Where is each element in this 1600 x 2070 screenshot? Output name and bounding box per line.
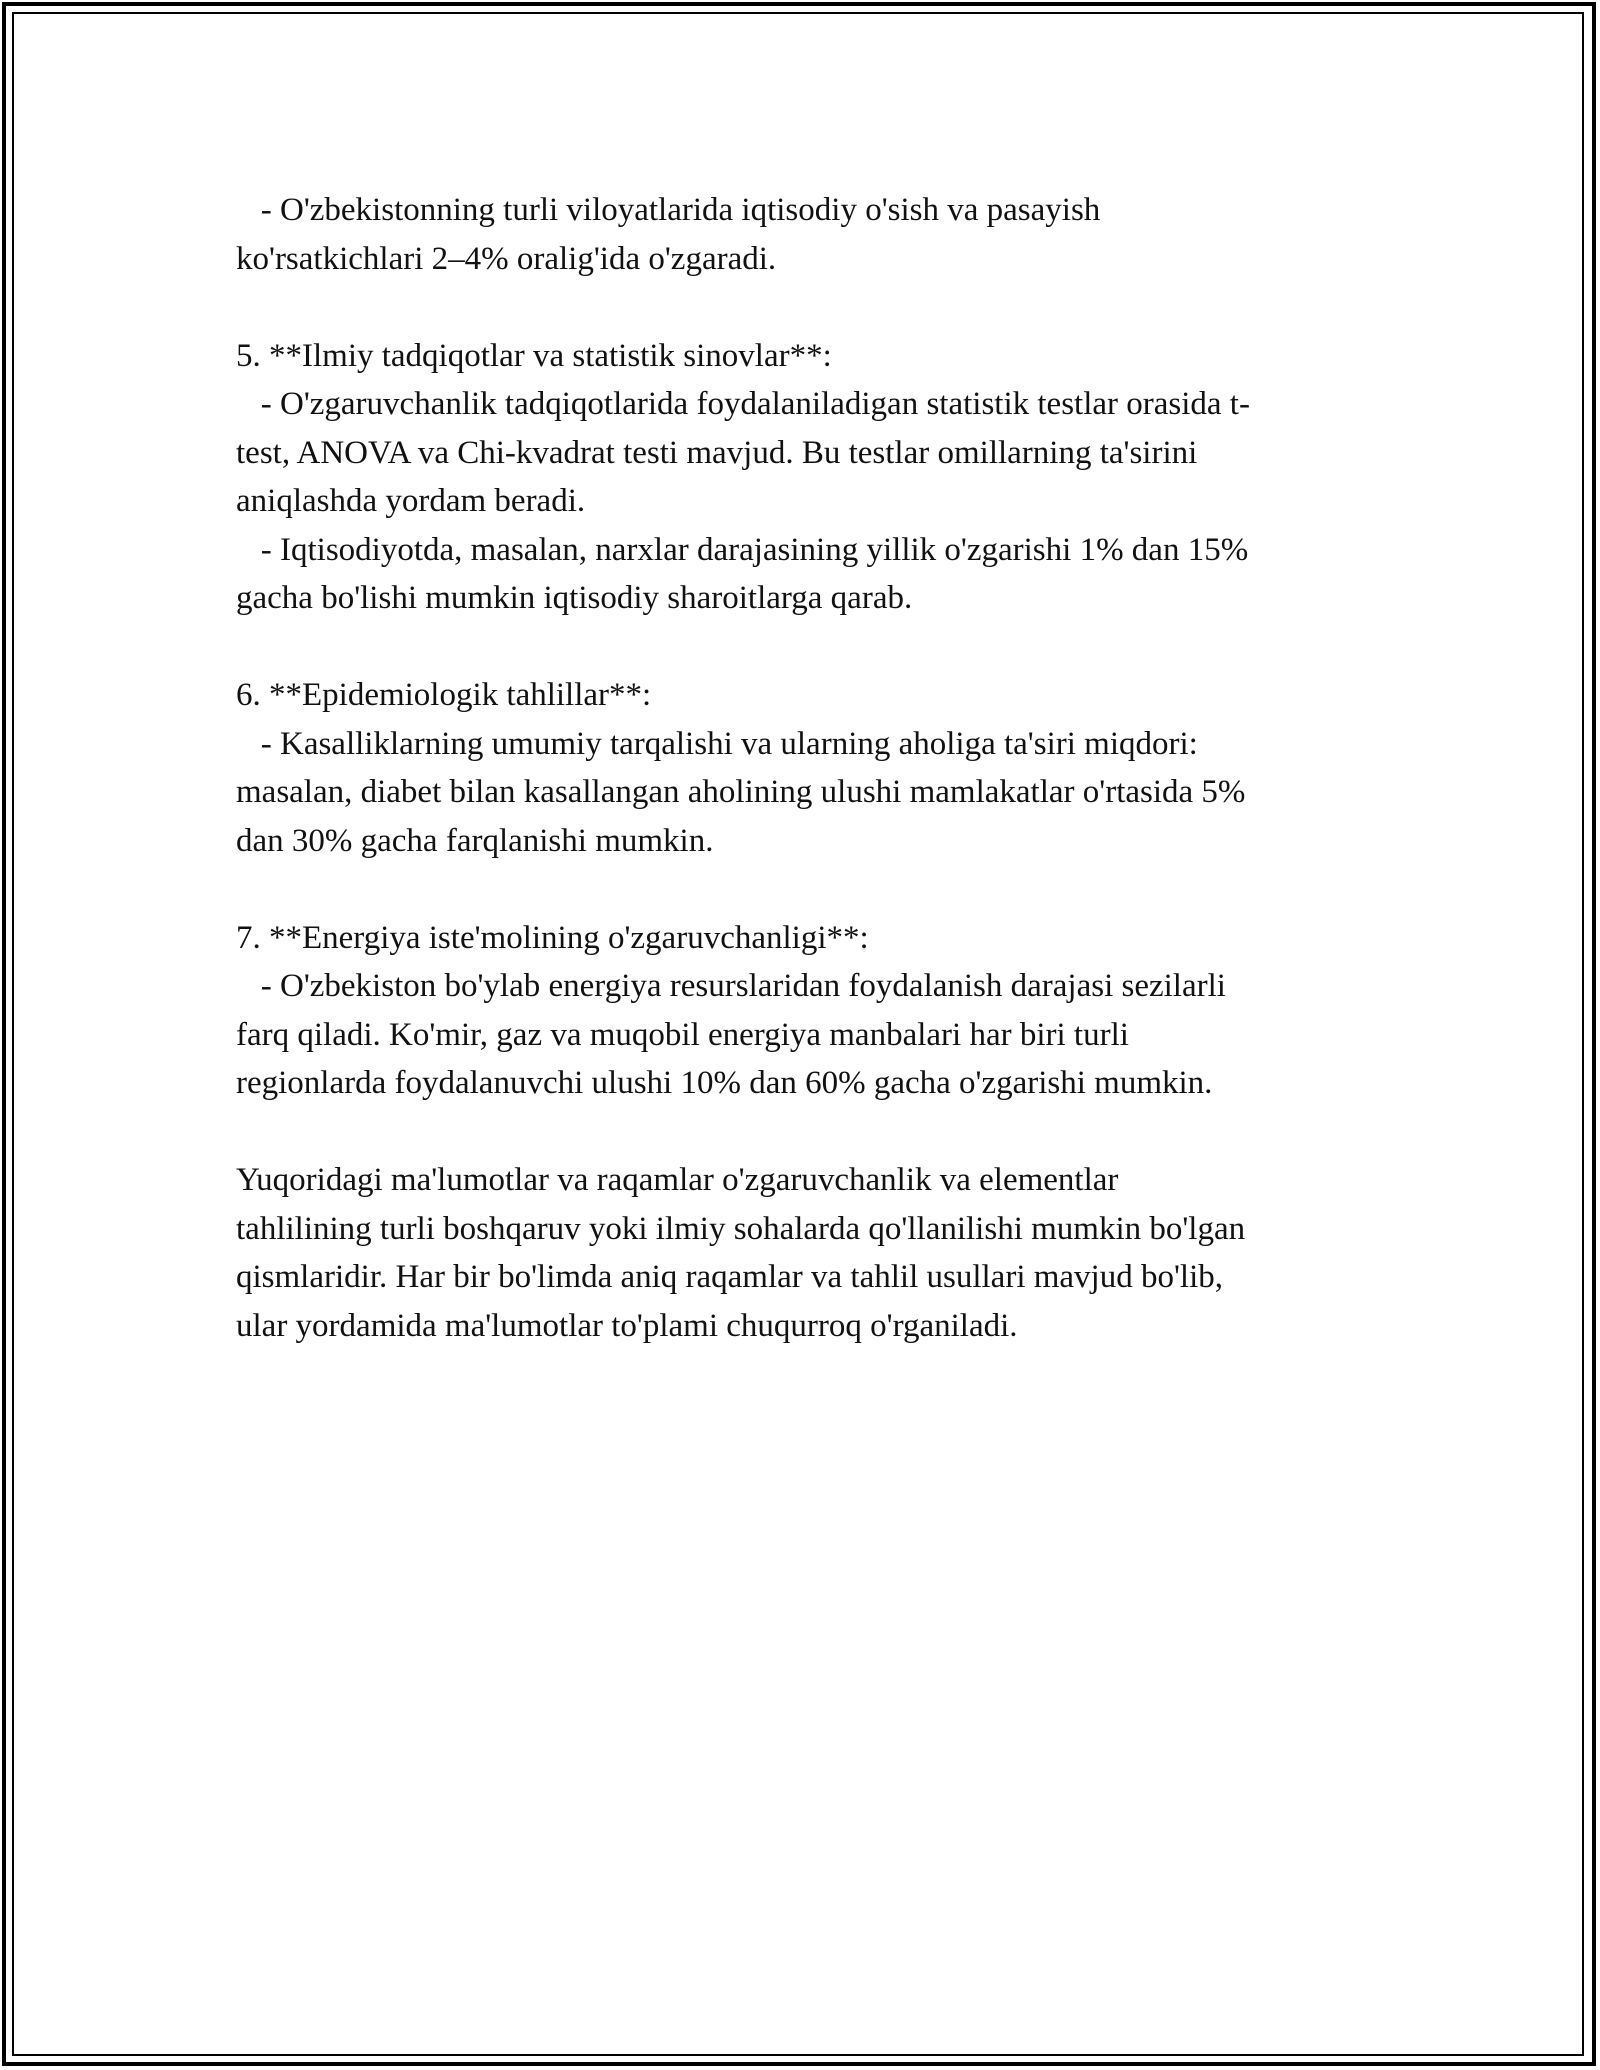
text-line: - O'zbekistonning turli viloyatlarida iqtisodiy o'sish va pasayish <box>236 192 1101 228</box>
text-line: regionlarda foydalanuvchi ulushi 10% dan 60% gacha o'zgarishi mumkin. <box>236 1065 1213 1101</box>
text-line: dan 30% gacha farqlanishi mumkin. <box>236 822 714 859</box>
paragraph-spacer <box>236 865 1386 914</box>
paragraph <box>236 1156 1386 1350</box>
text-line: tahlilining turli boshqaruv yoki ilmiy sohalarda qo'llanilishi mumkin bo'lgan <box>236 1210 1246 1247</box>
paragraph <box>236 332 1386 623</box>
text-line: test, ANOVA va Chi-kvadrat testi mavjud. Bu testlar omillarning ta'sirini <box>236 434 1198 471</box>
paragraph-spacer <box>236 623 1386 672</box>
paragraph-spacer <box>236 1108 1386 1157</box>
section-heading: 5. **Ilmiy tadqiqotlar va statistik sinovlar**: <box>236 337 832 374</box>
text-line: - O'zbekiston bo'ylab energiya resurslaridan foydalanish darajasi sezilarli <box>236 968 1226 1004</box>
text-line: gacha bo'lishi mumkin iqtisodiy sharoitlarga qarab. <box>236 580 913 616</box>
text-line: masalan, diabet bilan kasallangan aholining ulushi mamlakatlar o'rtasida 5% <box>236 774 1246 810</box>
text-line: Yuqoridagi ma'lumotlar va raqamlar o'zgaruvchanlik va elementlar <box>236 1162 1119 1198</box>
document-body <box>236 186 1386 1350</box>
paragraph <box>236 914 1386 1108</box>
text-line: ular yordamida ma'lumotlar to'plami chuqurroq o'rganiladi. <box>236 1307 1018 1344</box>
section-heading: 7. **Energiya iste'molining o'zgaruvchanligi**: <box>236 919 869 956</box>
paragraph <box>236 186 1386 283</box>
text-line: aniqlashda yordam beradi. <box>236 483 586 519</box>
paragraph <box>236 671 1386 865</box>
text-line: qismlaridir. Har bir bo'limda aniq raqamlar va tahlil usullari mavjud bo'lib, <box>236 1259 1224 1295</box>
text-line: - Kasalliklarning umumiy tarqalishi va ularning aholiga ta'siri miqdori: <box>236 725 1198 762</box>
paragraph-spacer <box>236 283 1386 332</box>
text-line: - O'zgaruvchanlik tadqiqotlarida foydalaniladigan statistik testlar orasida t- <box>236 386 1250 422</box>
text-line: ko'rsatkichlari 2–4% oralig'ida o'zgaradi. <box>236 240 777 277</box>
section-heading: 6. **Epidemiologik tahlillar**: <box>236 677 652 713</box>
text-line: - Iqtisodiyotda, masalan, narxlar darajasining yillik o'zgarishi 1% dan 15% <box>236 531 1249 568</box>
text-line: farq qiladi. Ko'mir, gaz va muqobil energiya manbalari har biri turli <box>236 1016 1129 1053</box>
